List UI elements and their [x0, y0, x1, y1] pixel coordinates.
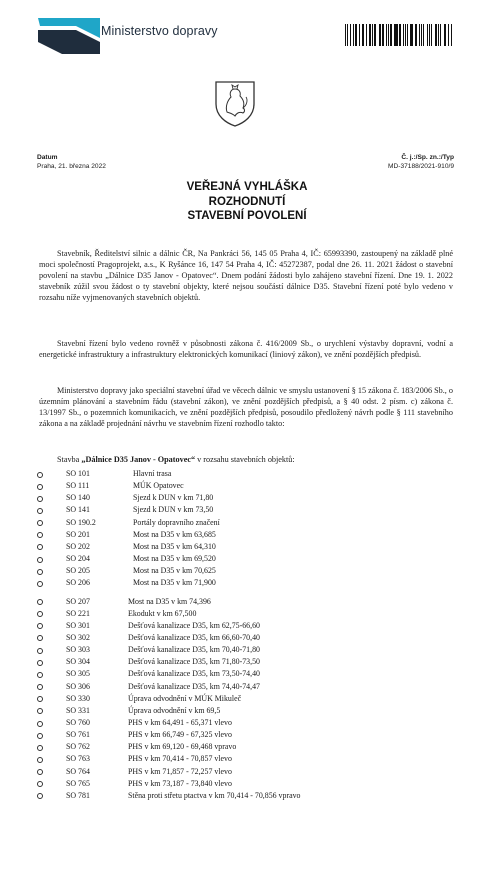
list-item — [37, 632, 457, 644]
object-description: PHS v km 71,857 - 72,257 vlevo — [128, 766, 232, 776]
list-item — [37, 620, 457, 632]
reference-value: MD-37188/2021-910/9 — [388, 163, 454, 170]
stavba-name: „Dálnice D35 Janov - Opatovec“ — [81, 455, 196, 464]
object-description: Stěna proti střetu ptactva v km 70,414 - 70,856 vpravo — [128, 790, 301, 800]
object-code: SO 205 — [66, 566, 90, 576]
list-item — [37, 717, 457, 729]
object-code: SO 140 — [66, 493, 90, 503]
object-code: SO 204 — [66, 554, 90, 564]
coat-of-arms-icon — [212, 78, 258, 128]
object-code: SO 760 — [66, 718, 90, 727]
object-description: Most na D35 v km 64,310 — [133, 541, 216, 551]
list-item — [37, 705, 457, 717]
object-description: Dešťová kanalizace D35, km 70,40-71,80 — [128, 645, 260, 655]
bullet-icon — [37, 544, 43, 550]
title-line-1: VEŘEJNÁ VYHLÁŠKA — [186, 181, 308, 193]
object-code: SO 762 — [66, 742, 90, 752]
object-description: Sjezd k DUN v km 71,80 — [133, 493, 214, 503]
bullet-icon — [37, 708, 43, 714]
object-description: PHS v km 66,749 - 67,325 vlevo — [128, 730, 232, 740]
list-item — [37, 517, 457, 529]
bullet-icon — [37, 599, 43, 605]
object-description: Sjezd k DUN v km 73,50 — [133, 505, 214, 515]
bullet-icon — [37, 581, 43, 587]
object-description: Úprava odvodnění v MÚK Mikuleč — [128, 693, 242, 703]
object-code: SO 207 — [66, 596, 90, 606]
list-item — [37, 529, 457, 541]
object-code: SO 764 — [66, 766, 90, 776]
object-code: SO 301 — [66, 620, 90, 630]
object-description: PHS v km 69,120 - 69,468 vpravo — [128, 742, 237, 752]
list-item — [37, 504, 457, 516]
bullet-icon — [37, 648, 43, 654]
object-description: Most na D35 v km 70,625 — [133, 566, 216, 576]
list-item — [37, 553, 457, 565]
object-code: SO 302 — [66, 632, 90, 642]
list-item — [37, 753, 457, 765]
list-item — [37, 480, 457, 492]
object-code: SO 304 — [66, 657, 90, 667]
object-code: SO 331 — [66, 705, 90, 715]
object-code: SO 206 — [66, 578, 90, 588]
list-item — [37, 668, 457, 680]
list-item — [37, 565, 457, 577]
bullet-icon — [37, 781, 43, 787]
bullet-icon — [37, 496, 43, 502]
bullet-icon — [37, 557, 43, 563]
object-description: Dešťová kanalizace D35, km 62,75-66,60 — [128, 620, 260, 630]
object-description: Portály dopravního značení — [133, 517, 220, 527]
list-item — [37, 729, 457, 741]
barcode-icon — [345, 24, 453, 46]
object-description: PHS v km 70,414 - 70,857 vlevo — [128, 754, 232, 764]
object-code: SO 202 — [66, 541, 90, 551]
object-description: Úprava odvodnění v km 69,5 — [128, 705, 221, 715]
stavba-suffix: v rozsahu stavebních objektů: — [195, 455, 295, 464]
list-item — [37, 492, 457, 504]
object-code: SO 141 — [66, 505, 90, 515]
object-code: SO 111 — [66, 481, 90, 491]
date-block — [37, 153, 106, 171]
list-item — [37, 741, 457, 753]
list-item — [37, 656, 457, 668]
list-item — [37, 644, 457, 656]
list-item — [37, 577, 457, 589]
bullet-icon — [37, 520, 43, 526]
date-value: Praha, 21. března 2022 — [37, 163, 106, 170]
object-description: Most na D35 v km 71,900 — [133, 578, 216, 588]
object-description: Dešťová kanalizace D35, km 71,80-73,50 — [128, 657, 260, 667]
stavba-heading — [57, 454, 295, 465]
object-code: SO 761 — [66, 730, 90, 740]
bullet-icon — [37, 472, 43, 478]
object-description: Most na D35 v km 69,520 — [133, 554, 216, 564]
title-line-2: ROZHODNUTÍ — [208, 195, 286, 208]
stavba-prefix: Stavba — [57, 455, 82, 464]
list-item — [37, 468, 457, 480]
list-item — [37, 596, 457, 608]
object-description: PHS v km 73,187 - 73,840 vlevo — [128, 778, 232, 788]
bullet-icon — [37, 672, 43, 678]
list-item — [37, 766, 457, 778]
object-description: Hlavní trasa — [133, 469, 172, 478]
bullet-icon — [37, 508, 43, 514]
object-description: Ekodukt v km 67,500 — [128, 608, 197, 618]
title-line-3: STAVEBNÍ POVOLENÍ — [187, 210, 307, 222]
bullet-icon — [37, 721, 43, 727]
reference-label: Č. j.:/Sp. zn.:/Typ — [401, 154, 454, 161]
list-item — [37, 693, 457, 705]
object-description: MÚK Opatovec — [133, 481, 184, 491]
object-code: SO 303 — [66, 645, 90, 655]
object-code: SO 201 — [66, 529, 90, 539]
list-item — [37, 608, 457, 620]
bullet-icon — [37, 660, 43, 666]
ministry-name: Ministerstvo dopravy — [101, 24, 218, 38]
bullet-icon — [37, 684, 43, 690]
list-item — [37, 790, 457, 802]
object-description: PHS v km 64,491 - 65,371 vlevo — [128, 718, 232, 727]
paragraph-applicant: Stavebník, Ředitelství silnic a dálnic ČR, Na Pankráci 56, 145 05 Praha 4, IČ: 65993390, zastoupený na základě plné moci společností Pragoprojekt, a.s., K Ryšánce 16, 147 54 Praha 4, IČ: 45272387, podal dne 26. 11. 2021 žádost o stavební povolení na stavbu „Dálnice D35 Janov - Opatovec“. Dnem podání žádosti bylo zahájeno stavební řízení. Dne 19. 1. 2022 stavebník zúžil svou žádost o ty stavební objekty, které nejsou součástí dálnice D35. Stavební řízení poté bylo vedeno v rozsahu níže vyjmenovaných stavebních objektů. — [39, 249, 453, 302]
date-label: Datum — [37, 154, 58, 161]
object-code: SO 101 — [66, 469, 90, 478]
document-title — [0, 180, 494, 224]
object-code: SO 330 — [66, 693, 90, 703]
object-code: SO 763 — [66, 754, 90, 764]
bullet-icon — [37, 745, 43, 751]
list-item — [37, 778, 457, 790]
bullet-icon — [37, 769, 43, 775]
bullet-icon — [37, 623, 43, 629]
object-code: SO 221 — [66, 608, 90, 618]
bullet-icon — [37, 611, 43, 617]
object-description: Most na D35 v km 63,685 — [133, 529, 216, 539]
object-description: Dešťová kanalizace D35, km 74,40-74,47 — [128, 681, 260, 691]
ministry-logo-icon — [38, 18, 104, 58]
object-code: SO 781 — [66, 790, 90, 800]
list-item — [37, 681, 457, 693]
object-code: SO 306 — [66, 681, 90, 691]
object-code: SO 305 — [66, 669, 90, 679]
paragraph-decision: Ministerstvo dopravy jako speciální stavební úřad ve věcech dálnic ve smyslu ustanovení § 15 zákona č. 183/2006 Sb., o územním plánování a stavebním řádu (stavební zákon), ve znění pozdějších předpisů, a § 40 odst. 2 písm. c) zákona č. 13/1997 Sb., o pozemních komunikacích, ve znění pozdějších předpisů, posoudilo předložený návrh podle § 111 stavebního zákona a na základě projednání návrhu ve stavebním řízení rozhodlo takto: — [39, 386, 453, 428]
bullet-icon — [37, 532, 43, 538]
object-code: SO 765 — [66, 778, 90, 788]
bullet-icon — [37, 484, 43, 490]
bullet-icon — [37, 635, 43, 641]
paragraph-line-act: Stavební řízení bylo vedeno rovněž v působnosti zákona č. 416/2009 Sb., o urychlení výstavby dopravní, vodní a energetické infrastruktury a infrastruktury elektronických komunikací (liniový zákon), ve znění pozdějších předpisů. — [39, 339, 453, 359]
object-description: Dešťová kanalizace D35, km 73,50-74,40 — [128, 669, 260, 679]
bullet-icon — [37, 757, 43, 763]
object-code: SO 190.2 — [66, 517, 96, 527]
object-description: Dešťová kanalizace D35, km 66,60-70,40 — [128, 632, 260, 642]
bullet-icon — [37, 696, 43, 702]
bullet-icon — [37, 569, 43, 575]
object-description: Most na D35 v km 74,396 — [128, 596, 211, 606]
list-item — [37, 541, 457, 553]
reference-block — [388, 153, 454, 171]
bullet-icon — [37, 793, 43, 799]
bullet-icon — [37, 733, 43, 739]
